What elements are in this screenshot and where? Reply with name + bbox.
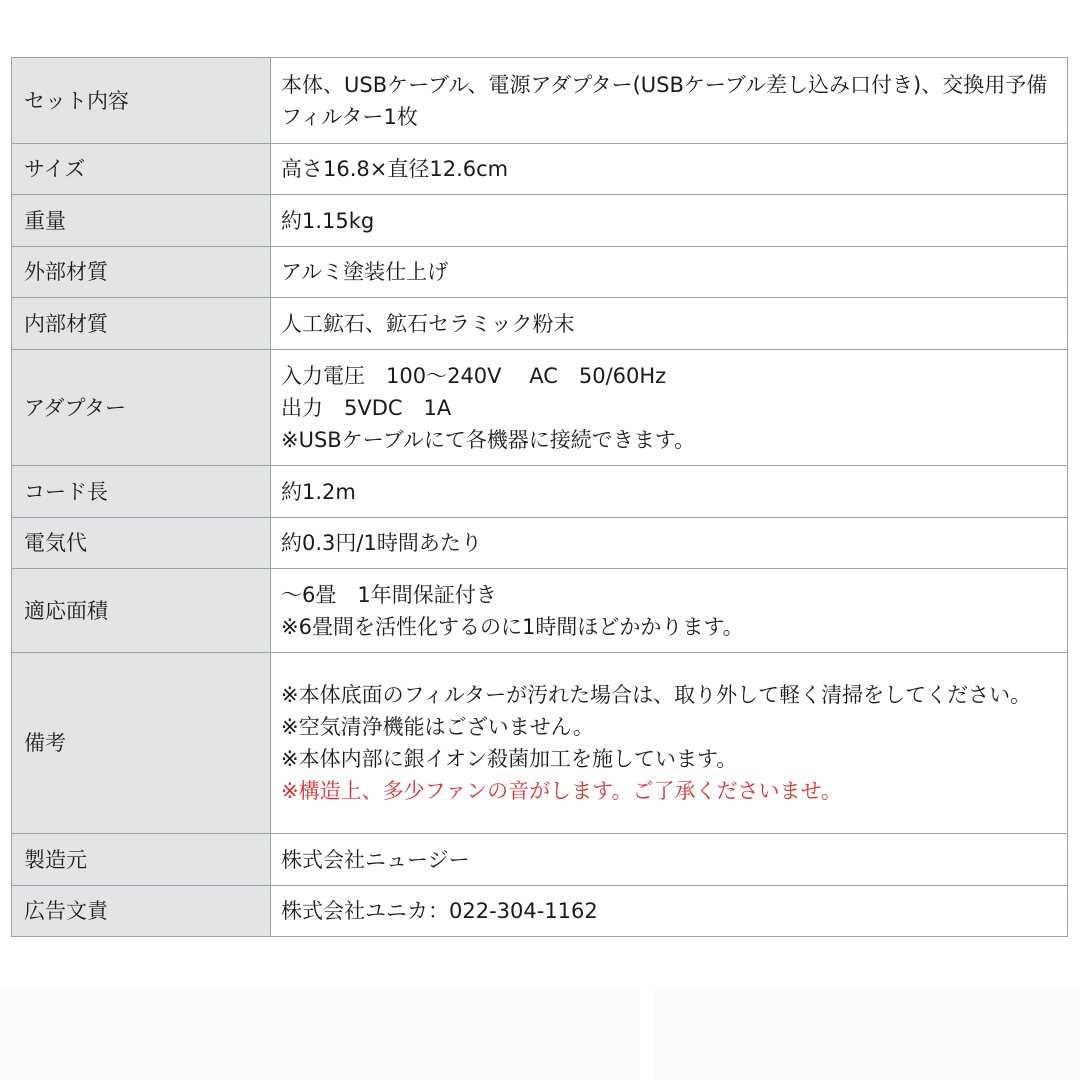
row-label: 備考 bbox=[12, 653, 271, 834]
value-line: 出力 5VDC 1A bbox=[281, 395, 452, 420]
value-line: アルミ塗装仕上げ bbox=[281, 260, 449, 284]
row-label: 外部材質 bbox=[12, 247, 271, 298]
table-row bbox=[12, 518, 1068, 569]
value-line: 高さ16.8×直径12.6cm bbox=[281, 157, 509, 181]
value-line: 株式会社ユニカ：022-304-1162 bbox=[281, 899, 598, 923]
row-label: セット内容 bbox=[12, 58, 271, 144]
row-value bbox=[271, 653, 1068, 834]
row-value bbox=[271, 518, 1068, 569]
row-label: 広告文責 bbox=[12, 886, 271, 937]
row-value bbox=[271, 466, 1068, 518]
table-row bbox=[12, 298, 1068, 350]
row-value bbox=[271, 195, 1068, 247]
value-line: 本体、USBケーブル、電源アダプター(USBケーブル差し込み口付き)、交換用予備フィルター1枚 bbox=[281, 72, 1048, 129]
row-value bbox=[271, 247, 1068, 298]
value-line: 入力電圧 100〜240V AC 50/60Hz bbox=[281, 363, 667, 388]
table-row bbox=[12, 886, 1068, 937]
row-value bbox=[271, 350, 1068, 466]
band-divider bbox=[640, 990, 654, 1080]
row-label: 重量 bbox=[12, 195, 271, 247]
row-label: 適応面積 bbox=[12, 569, 271, 653]
row-label: 製造元 bbox=[12, 834, 271, 886]
table-row bbox=[12, 834, 1068, 886]
value-line: ※6畳間を活性化するのに1時間ほどかかります。 bbox=[281, 614, 744, 639]
row-label: 電気代 bbox=[12, 518, 271, 569]
row-value bbox=[271, 298, 1068, 350]
value-line: ※USBケーブルにて各機器に接続できます。 bbox=[281, 427, 696, 452]
value-line: 人工鉱石、鉱石セラミック粉末 bbox=[281, 311, 575, 336]
row-value bbox=[271, 834, 1068, 886]
value-line: 約0.3円/1時間あたり bbox=[281, 531, 482, 555]
value-line: 株式会社ニュージー bbox=[281, 847, 470, 872]
row-label: 内部材質 bbox=[12, 298, 271, 350]
table-row bbox=[12, 569, 1068, 653]
warning-note: ※構造上、多少ファンの音がします。ご了承くださいませ。 bbox=[281, 779, 842, 803]
value-line: ※空気清浄機能はございません。 bbox=[281, 715, 594, 739]
table-row bbox=[12, 653, 1068, 834]
spec-table bbox=[11, 57, 1068, 937]
row-label: サイズ bbox=[12, 144, 271, 195]
row-value bbox=[271, 569, 1068, 653]
table-row bbox=[12, 144, 1068, 195]
value-line: ※本体底面のフィルターが汚れた場合は、取り外して軽く清掃をしてください。 bbox=[281, 683, 1032, 707]
value-line: 約1.2m bbox=[281, 479, 356, 504]
row-value bbox=[271, 58, 1068, 144]
table-row bbox=[12, 466, 1068, 518]
value-line: 約1.15kg bbox=[281, 208, 375, 233]
table-row bbox=[12, 195, 1068, 247]
table-row bbox=[12, 58, 1068, 144]
value-line: ※本体内部に銀イオン殺菌加工を施しています。 bbox=[281, 747, 738, 771]
table-row bbox=[12, 350, 1068, 466]
table-row bbox=[12, 247, 1068, 298]
row-value bbox=[271, 886, 1068, 937]
row-label: アダプター bbox=[12, 350, 271, 466]
bottom-band bbox=[0, 990, 1080, 1080]
row-value bbox=[271, 144, 1068, 195]
row-label: コード長 bbox=[12, 466, 271, 518]
value-line: 〜6畳 1年間保証付き bbox=[281, 582, 497, 607]
